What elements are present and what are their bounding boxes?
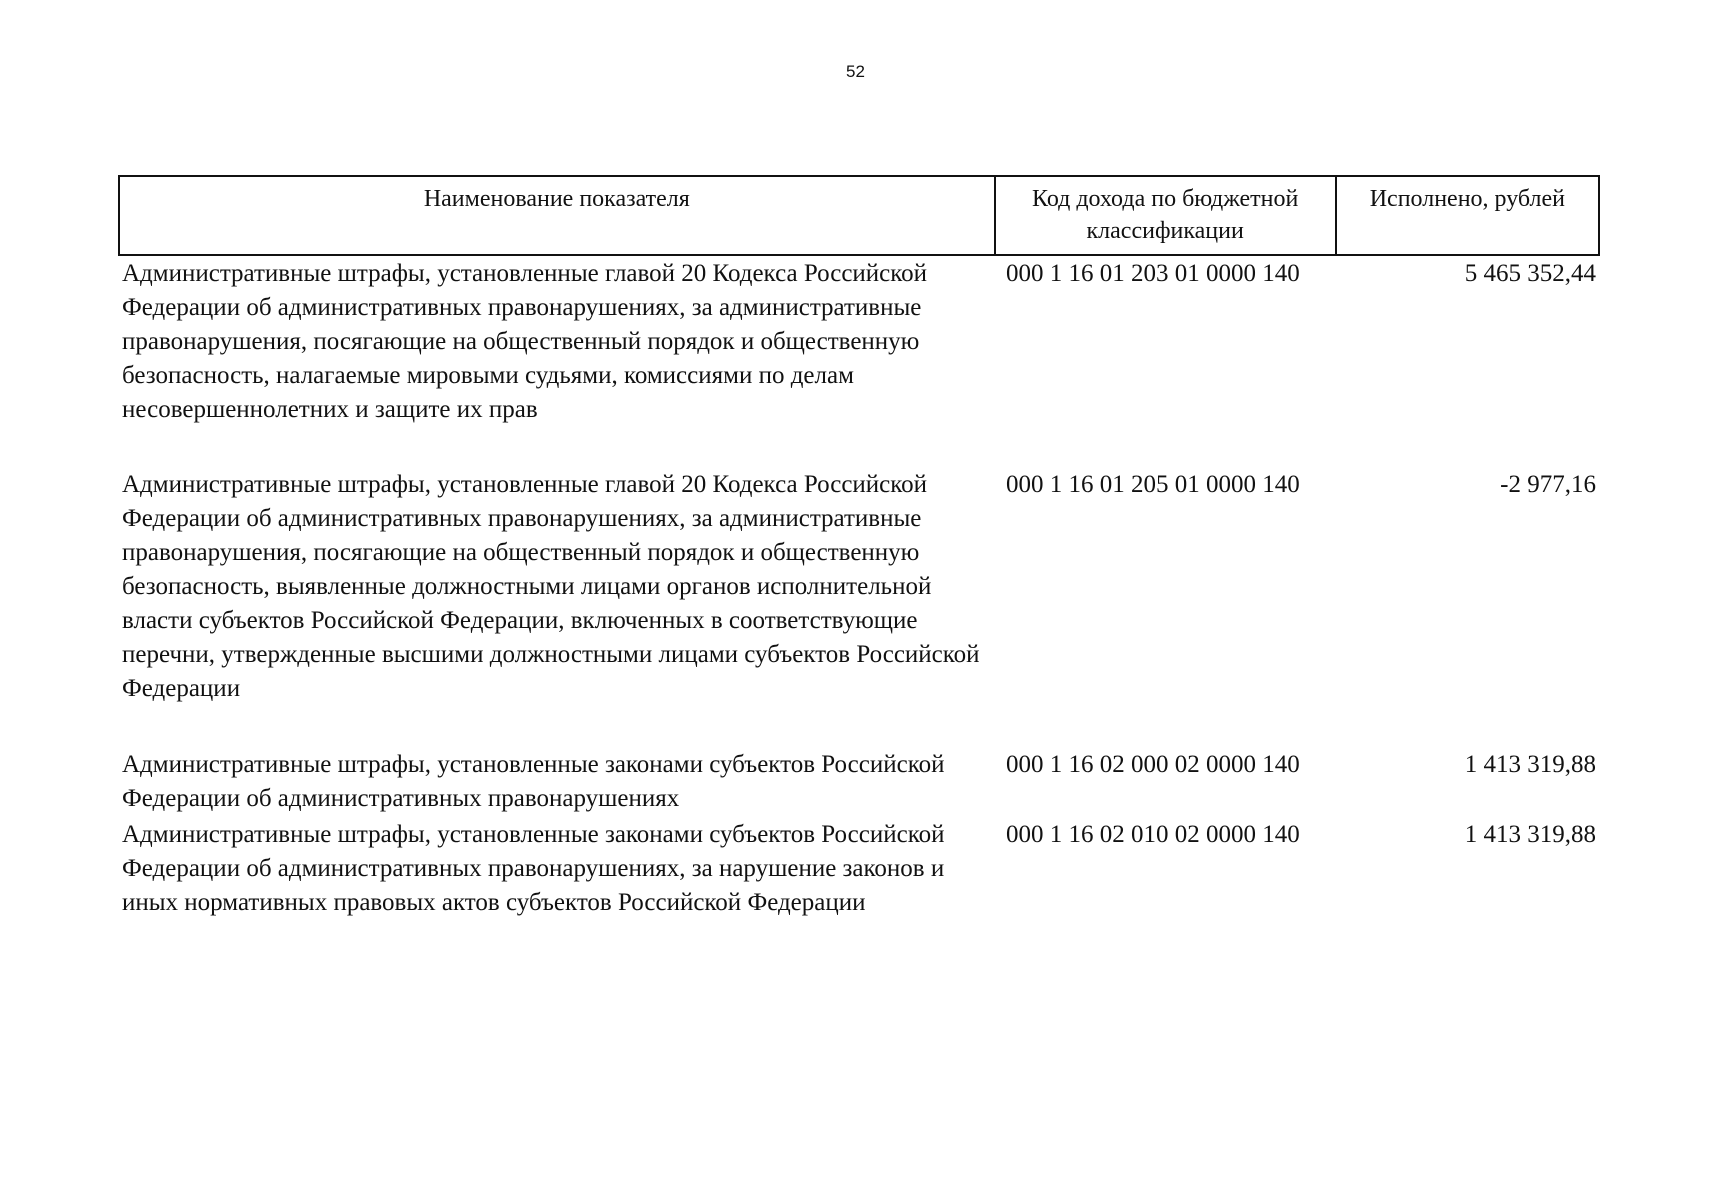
row-revenue-code: 000 1 16 02 010 02 0000 140 <box>1006 821 1300 848</box>
row-indicator-name: Административные штрафы, установленные главой 20 Кодекса Российской Федерации об административных правонарушениях, за административные правонарушения, посягающие на общественный порядок и общественную безопасность, налагаемые мировыми судьями, комиссиями по делам несовершеннолетних и защите их прав <box>122 260 928 423</box>
row-executed-amount: 1 413 319,88 <box>1464 751 1596 778</box>
table-row <box>118 818 1600 920</box>
table-row <box>118 257 1600 427</box>
page-number: 52 <box>846 62 865 81</box>
table-header <box>118 175 1600 256</box>
row-revenue-code: 000 1 16 01 203 01 0000 140 <box>1006 260 1300 287</box>
row-executed-amount: -2 977,16 <box>1500 471 1596 498</box>
header-revenue-code: Код дохода по бюджетной классификации <box>994 177 1335 254</box>
row-indicator-name: Административные штрафы, установленные законами субъектов Российской Федерации об административных правонарушениях <box>122 751 945 812</box>
row-indicator-name: Административные штрафы, установленные главой 20 Кодекса Российской Федерации об административных правонарушениях, за административные правонарушения, посягающие на общественный порядок и общественную безопасность, выявленные должностными лицами органов исполнительной власти субъектов Российской Федерации, включенных в соответствующие перечни, утвержденные высшими должностными лицами субъектов Российской Федерации <box>122 471 980 702</box>
row-revenue-code: 000 1 16 01 205 01 0000 140 <box>1006 471 1300 498</box>
row-indicator-name: Административные штрафы, установленные законами субъектов Российской Федерации об административных правонарушениях, за нарушение законов и иных нормативных правовых актов субъектов Российской Федерации <box>122 821 945 916</box>
row-revenue-code: 000 1 16 02 000 02 0000 140 <box>1006 751 1300 778</box>
row-executed-amount: 1 413 319,88 <box>1464 821 1596 848</box>
table-row <box>118 748 1600 816</box>
header-executed-amount: Исполнено, рублей <box>1335 177 1598 254</box>
row-executed-amount: 5 465 352,44 <box>1464 260 1596 287</box>
header-indicator-name: Наименование показателя <box>423 186 690 212</box>
table-row <box>118 468 1600 706</box>
